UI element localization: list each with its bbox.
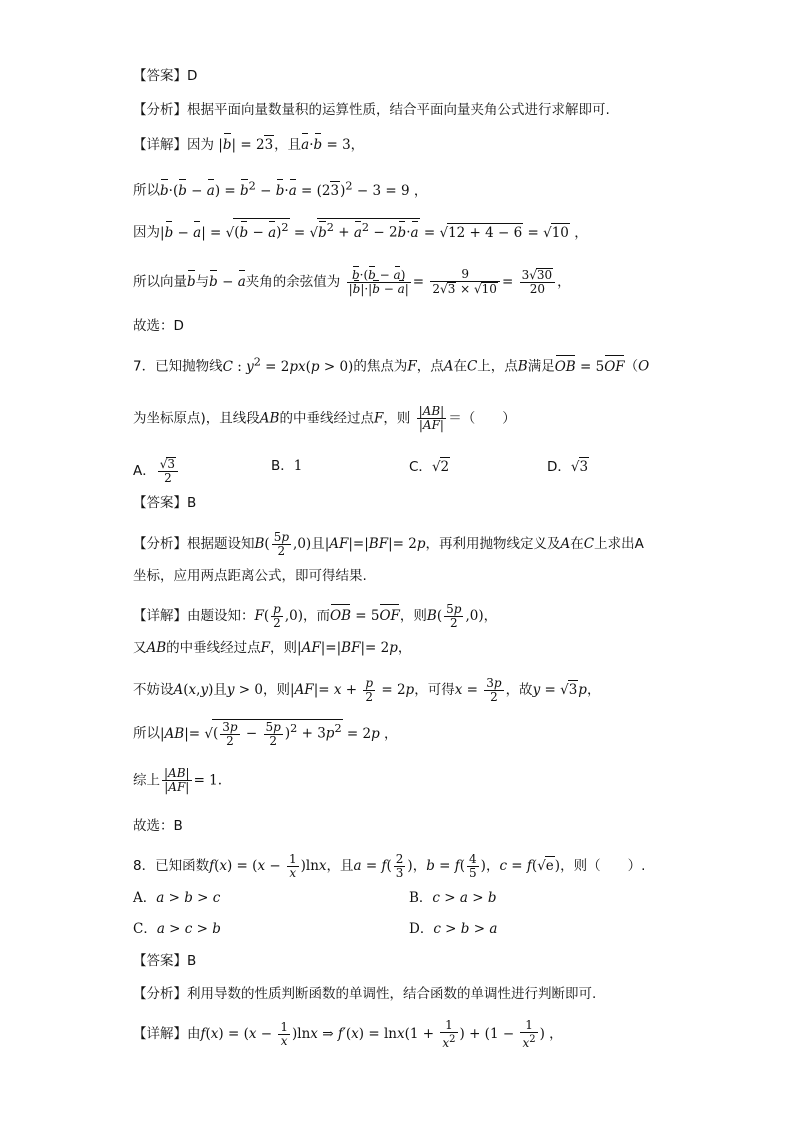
analysis-text: 根据平面向量数量积的运算性质，结合平面向量夹角公式进行求解即可.	[187, 102, 610, 118]
q8-stem: 8．已知函数f(x) = (x − $\frac{1}{x}$ )lnx，且a = f( $\frac{2}{3}$ )，b = f( $\frac{4}{5}$ )，c = f(√e)，则（ ）.	[133, 852, 646, 880]
detail-label: 【详解】	[133, 137, 187, 153]
detail-intro: 因为	[187, 137, 214, 153]
q7-option-c: C．√2	[409, 459, 450, 475]
q7-option-b: B．1	[271, 458, 303, 474]
q7-analysis-line1: 【分析】根据题设知B( $\frac{5p}{2}$ ,0)且|AF|=|BF|= 2p，再利用抛物线定义及A在C上求出A	[133, 530, 644, 558]
q6-detail-line2: 所以$b\cdot(b - a) = b^2 - b\cdot a = (23)^2 - 3 = 9$ ，	[133, 179, 428, 199]
q6-detail-line3: 因为$|b - a| = √(b - a)^2 = √b^2 + a^2 - 2b\cdot a = √12 + 4 - 6 = √10$ ，	[133, 218, 588, 242]
ratio-fraction: $\frac{|AB|}{|AF|}$	[418, 404, 445, 432]
q8-detail-line: 【详解】由f(x) = (x − $\frac{1}{x}$ )lnx ⇒ f′(x) = lnx(1 + $\frac{1}{x^2}$ ) + (1 − $\frac{1}{x^2}$ ) ，	[133, 1018, 563, 1050]
formula-norm-b: |b| = 23	[218, 137, 274, 153]
q8-option-b: B．c > a > b	[409, 890, 497, 906]
q7-detail-line5: 综上 $\frac{|AB|}{|AF|}$ = 1.	[133, 766, 223, 794]
q6-conclusion: 故选：D	[133, 318, 184, 334]
q7-answer-line: 【答案】B	[133, 495, 197, 511]
q7-detail-line3: 不妨设A(x,y)且y > 0，则|AF|= x + $\frac{p}{2}$ = 2p，可得x = $\frac{3p}{2}$ ，故y = √3p，	[133, 676, 601, 704]
q8-option-c: C．a > c > b	[133, 921, 221, 937]
q7-option-d: D．√3	[547, 459, 589, 475]
q8-answer-line: 【答案】B	[133, 953, 197, 969]
formula-b-dot-b-minus-a: $b\cdot(b - a) = b^2 - b\cdot a = (23)^2 - 3 = 9$ ，	[160, 179, 428, 199]
q7-option-a: A． $\frac{√3}{2}$	[133, 457, 180, 485]
q6-detail-line1: 【详解】因为 |b| = 23，且a·b = 3，	[133, 137, 365, 153]
cos-fraction: $\frac{b\cdot(b - a)}{|b|\cdot|b - a|}$	[348, 267, 409, 296]
answer-value: D	[187, 68, 198, 84]
formula-norm-b-minus-a: $|b - a| = √(b - a)^2 = √b^2 + a^2 - 2b\cdot a = √12 + 4 - 6 = √10$ ，	[160, 225, 588, 241]
vector-condition: OB = 5OF	[554, 358, 625, 375]
analysis-label: 【分析】	[133, 102, 187, 118]
q6-detail-line4: 所以向量b与b − a夹角的余弦值为 $\frac{b\cdot(b - a)}{|b|\cdot|b - a|}$ = $\frac{9}{2√3 \times √10}$ = $\frac{3√30}{20}$ ，	[133, 267, 571, 296]
q8-option-a: A．a > b > c	[133, 890, 221, 906]
answer-label: 【答案】	[133, 68, 187, 84]
q7-stem-line1: 7．已知抛物线C : $y^2 = 2px(p > 0)$的焦点为F，点A在C上，点B满足OB = 5OF（O	[133, 355, 650, 375]
q7-detail-line4: 所以|AB|= √( $\frac{3p}{2}$ − $\frac{5p}{2}$ )$^2 + 3p^2 = 2p$ ，	[133, 719, 398, 748]
q6-analysis-line	[133, 101, 610, 119]
q7-conclusion: 故选：B	[133, 818, 183, 834]
q7-analysis-line2: 坐标，应用两点距离公式，即可得结果.	[133, 568, 367, 584]
q6-answer-line	[133, 67, 197, 85]
q7-detail-line2: 又AB的中垂线经过点F，则|AF|=|BF|= 2p，	[133, 640, 412, 656]
q8-analysis-line: 【分析】利用导数的性质判断函数的单调性，结合函数的单调性进行判断即可.	[133, 986, 597, 1002]
q8-option-d: D．c > b > a	[409, 921, 498, 937]
q7-stem-line2: 为坐标原点)，且线段AB的中垂线经过点F，则 $\frac{|AB|}{|AF|}$ ＝（ ）	[133, 404, 516, 432]
formula-dot-ab: a·b = 3	[301, 137, 351, 153]
q7-detail-line1: 【详解】由题设知：F( $\frac{p}{2}$ ,0)，而OB = 5OF，则B( $\frac{5p}{2}$ ,0)，	[133, 602, 498, 630]
